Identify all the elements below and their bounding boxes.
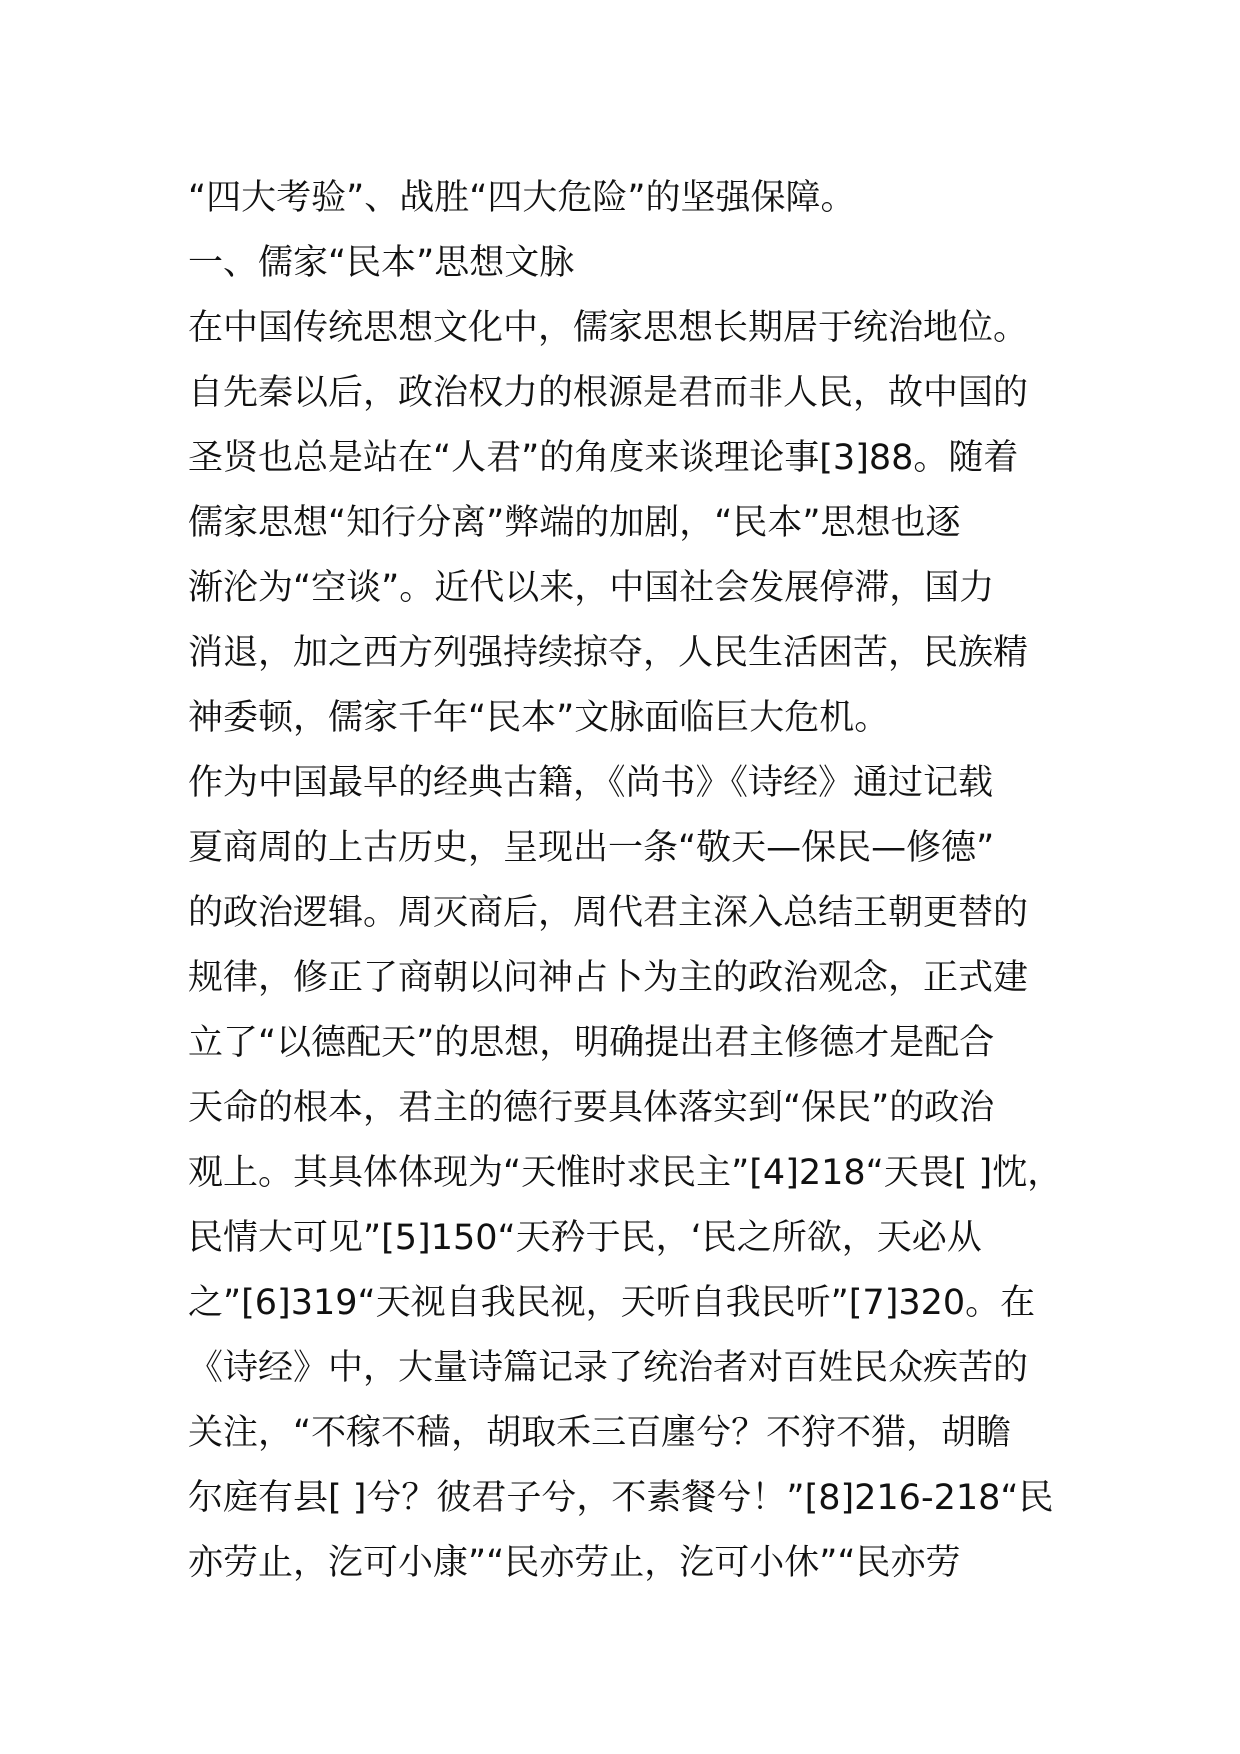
text-line: 观上。其具体体现为“天惟时求民主”[4]218“天畏[ ]忱， [188, 1153, 1063, 1193]
text-line: 圣贤也总是站在“人君”的角度来谈理论事[3]88。随着 [188, 438, 1019, 478]
text-line: 天命的根本，君主的德行要具体落实到“保民”的政治 [188, 1088, 995, 1128]
body-text [188, 166, 1088, 1596]
text-line: 立了“以德配天”的思想，明确提出君主修德才是配合 [188, 1023, 995, 1063]
text-line: 关注，“不稼不穑，胡取禾三百廛兮？不狩不猎，胡瞻 [188, 1413, 1012, 1453]
section-heading: 一、儒家“民本”思想文脉 [188, 243, 575, 283]
text-line: 作为中国最早的经典古籍，《尚书》《诗经》通过记载 [188, 763, 994, 803]
text-line: 儒家思想“知行分离”弊端的加剧，“民本”思想也逐 [188, 503, 961, 543]
text-line: 在中国传统思想文化中，儒家思想长期居于统治地位。 [188, 308, 1029, 348]
text-line: 《诗经》中，大量诗篇记录了统治者对百姓民众疾苦的 [188, 1348, 1029, 1388]
text-line: 自先秦以后，政治权力的根源是君而非人民，故中国的 [188, 373, 1029, 413]
text-line: 消退，加之西方列强持续掠夺，人民生活困苦，民族精 [188, 633, 1029, 673]
text-line: 民情大可见”[5]150“天矜于民，‘民之所欲，天必从 [188, 1218, 982, 1258]
text-line: 的政治逻辑。周灭商后，周代君主深入总结王朝更替的 [188, 893, 1029, 933]
text-line: 之”[6]319“天视自我民视，天听自我民听”[7]320。在 [188, 1283, 1036, 1323]
text-line: 神委顿，儒家千年“民本”文脉面临巨大危机。 [188, 698, 890, 738]
text-line: 渐沦为“空谈”。近代以来，中国社会发展停滞，国力 [188, 568, 995, 608]
text-line: “四大考验”、战胜“四大危险”的坚强保障。 [188, 178, 856, 218]
text-line: 亦劳止，汔可小康”“民亦劳止，汔可小休”“民亦劳 [188, 1543, 961, 1583]
text-line: 夏商周的上古历史，呈现出一条“敬天—保民—修德” [188, 828, 995, 868]
text-line: 尔庭有县[ ]兮？彼君子兮，不素餐兮！”[8]216-218“民 [188, 1478, 1054, 1518]
text-line: 规律，修正了商朝以问神占卜为主的政治观念，正式建 [188, 958, 1029, 998]
